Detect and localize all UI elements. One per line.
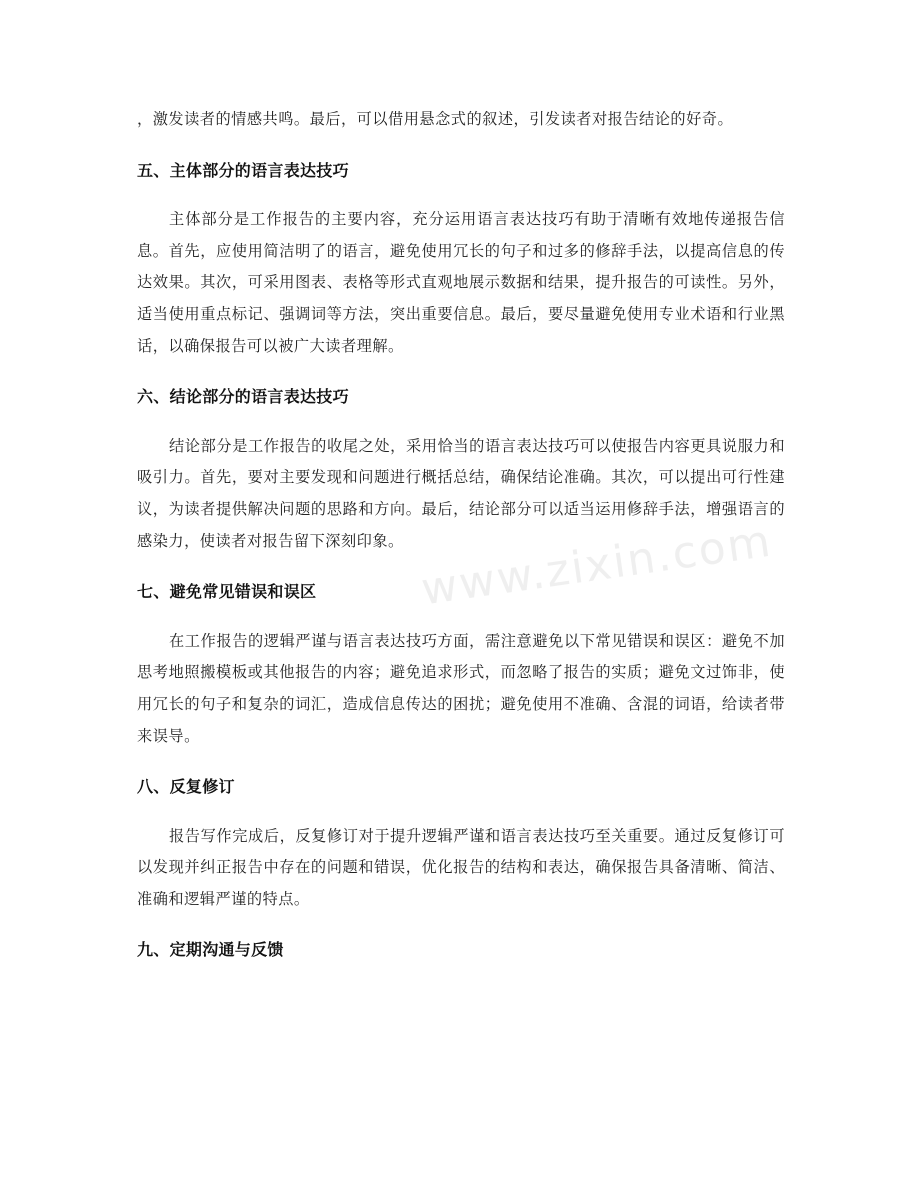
section-8-paragraph: 报告写作完成后，反复修订对于提升逻辑严谨和语言表达技巧至关重要。通过反复修订可以发现并纠正报告中存在的问题和错误，优化报告的结构和表达，确保报告具备清晰、简洁、准确和逻辑严谨的特点。	[137, 826, 785, 908]
section-heading-9: 九、定期沟通与反馈	[137, 940, 284, 960]
section-6-paragraph: 结论部分是工作报告的收尾之处，采用恰当的语言表达技巧可以使报告内容更具说服力和吸引力。首先，要对主要发现和问题进行概括总结，确保结论准确。其次，可以提出可行性建议，为读者提供解决问题的思路和方向。最后，结论部分可以适当运用修辞手法，增强语言的感染力，使读者对报告留下深刻印象。	[137, 436, 785, 550]
section-heading-8: 八、反复修订	[137, 777, 235, 797]
section-heading-6: 六、结论部分的语言表达技巧	[137, 387, 349, 407]
watermark: www.zixin.com	[418, 515, 776, 616]
section-7-paragraph: 在工作报告的逻辑严谨与语言表达技巧方面，需注意避免以下常见错误和误区：避免不加思考地照搬模板或其他报告的内容；避免追求形式，而忽略了报告的实质；避免文过饰非，使用冗长的句子和复杂的词汇，造成信息传达的困扰；避免使用不准确、含混的词语，给读者带来误导。	[137, 631, 785, 745]
paragraph-continuation: ，激发读者的情感共鸣。最后，可以借用悬念式的叙述，引发读者对报告结论的好奇。	[137, 110, 734, 128]
section-heading-7: 七、避免常见错误和误区	[137, 582, 317, 602]
document-body	[137, 104, 785, 966]
section-5-paragraph: 主体部分是工作报告的主要内容，充分运用语言表达技巧有助于清晰有效地传递报告信息。首先，应使用简洁明了的语言，避免使用冗长的句子和过多的修辞手法，以提高信息的传达效果。其次，可采用图表、表格等形式直观地展示数据和结果，提升报告的可读性。另外，适当使用重点标记、强调词等方法，突出重要信息。最后，要尽量避免使用专业术语和行业黑话，以确保报告可以被广大读者理解。	[137, 210, 785, 355]
section-heading-5: 五、主体部分的语言表达技巧	[137, 160, 349, 180]
